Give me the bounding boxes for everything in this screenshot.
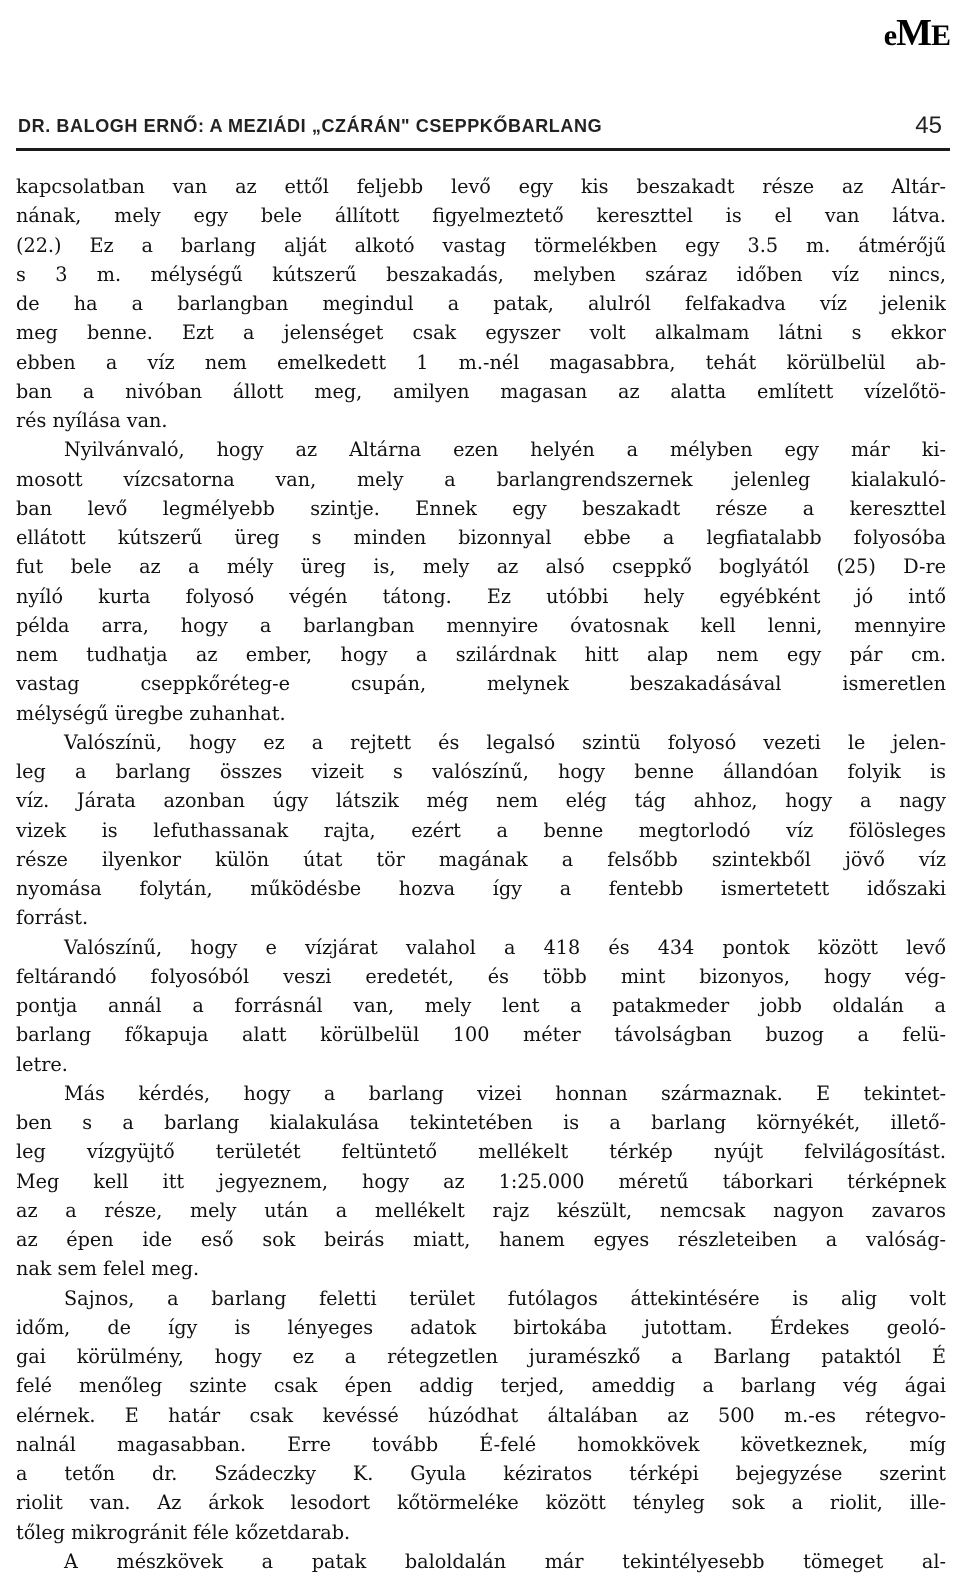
journal-logo: eME <box>883 12 950 54</box>
text-line: nyomása folytán, működésbe hozva így a fentebb ismertetett időszaki <box>16 877 946 900</box>
text-line: meg benne. Ezt a jelenséget csak egyszer volt alkalmam látni s ekkor <box>16 321 946 345</box>
text-line: ellátott kútszerű üreg s minden bizonnyal ebbe a legfiatalabb folyosóba <box>16 526 946 549</box>
text-line: kapcsolatban van az ettől feljebb levő egy kis beszakadt része az Altár- <box>16 175 946 198</box>
text-line: tőleg mikrogránit féle kőzetdarab. <box>16 1520 351 1544</box>
text-line: Sajnos, a barlang feletti terület futólagos áttekintésére is alig volt <box>64 1286 946 1310</box>
text-line: vastag cseppkőréteg-e csupán, melynek beszakadásával ismeretlen <box>16 672 946 696</box>
text-line: leg vízgyüjtő területét feltüntető mellékelt térkép nyújt felvilágosítást. <box>16 1140 946 1164</box>
text-line: A mészkövek a patak baloldalán már tekintélyesebb tömeget al- <box>64 1549 946 1573</box>
page-header <box>18 112 942 142</box>
text-line: Meg kell itt jegyeznem, hogy az 1:25.000 méretű táborkari térképnek <box>16 1169 946 1193</box>
text-line: példa arra, hogy a barlangban mennyire óvatosnak kell lenni, mennyire <box>16 613 946 637</box>
text-line: gai körülmény, hogy ez a rétegzetlen juramészkő a Barlang pataktól É <box>16 1345 946 1368</box>
paragraph <box>16 1547 946 1576</box>
page-number: 45 <box>915 112 942 139</box>
text-line: leg a barlang összes vizeit s valószínű, hogy benne állandóan folyik is <box>16 760 946 783</box>
text-line: forrást. <box>16 906 89 930</box>
text-line: Nyilvánvaló, hogy az Altárna ezen helyén a mélyben egy már ki- <box>64 438 946 462</box>
text-line: feltárandó folyosóból veszi eredetét, és több mint bizonyos, hogy vég- <box>16 964 946 988</box>
text-line: letre. <box>16 1052 68 1076</box>
text-line: mélységű üregbe zuhanhat. <box>16 701 286 725</box>
text-line: ebben a víz nem emelkedett 1 m.-nél magasabbra, tehát körülbelül ab- <box>16 350 946 374</box>
text-line: mosott vízcsatorna van, mely a barlangrendszernek jelenleg kialakuló- <box>16 467 946 491</box>
text-line: a tetőn dr. Szádeczky K. Gyula kéziratos térképi bejegyzése szerint <box>16 1462 946 1485</box>
paragraph <box>16 728 946 933</box>
text-line: nyíló kurta folyosó végén tátong. Ez utóbbi hely egyébként jó intő <box>16 584 946 608</box>
text-line: nak sem felel meg. <box>16 1257 200 1281</box>
paragraph <box>16 1079 946 1284</box>
text-line: része ilyenkor külön útat tör magának a felsőbb szintekből jövő víz <box>16 847 946 871</box>
text-line: felé menőleg szinte csak épen addig terjed, ameddig a barlang vég ágai <box>16 1374 946 1398</box>
text-line: barlang főkapuja alatt körülbelül 100 méter távolságban buzog a felü- <box>16 1023 946 1047</box>
text-line: rés nyílása van. <box>16 409 168 432</box>
text-line: nem tudhatja az ember, hogy a szilárdnak hitt alap nem egy pár cm. <box>16 643 946 666</box>
text-line: nának, mely egy bele állított figyelmeztető kereszttel is el van látva. <box>16 204 946 228</box>
text-line: fut bele az a mély üreg is, mely az alsó cseppkő boglyától (25) D-re <box>16 555 946 579</box>
text-line: riolit van. Az árkok lesodort kőtörmeléke között tényleg sok a riolit, ille- <box>16 1491 946 1515</box>
header-rule <box>16 148 950 151</box>
text-line: időm, de így is lényeges adatok birtokába jutottam. Érdekes geoló- <box>16 1315 946 1339</box>
text-line: ben s a barlang kialakulása tekintetében is a barlang környékét, illető- <box>16 1111 946 1134</box>
text-line: az a része, mely után a mellékelt rajz készült, nemcsak nagyon zavaros <box>16 1198 946 1222</box>
text-line: ban a nivóban állott meg, amilyen magasan az alatta említett vízelőtö- <box>16 379 946 403</box>
text-line: s 3 m. mélységű kútszerű beszakadás, melyben száraz időben víz nincs, <box>16 262 946 286</box>
text-line: nalnál magasabban. Erre tovább É-felé homokkövek következnek, míg <box>16 1432 946 1456</box>
text-line: Valószínű, hogy e vízjárat valahol a 418 és 434 pontok között levő <box>64 935 946 959</box>
text-line: elérnek. E határ csak kevéssé húzódhat általában az 500 m.-es rétegvo- <box>16 1403 946 1427</box>
paragraph <box>16 1284 946 1547</box>
text-line: de ha a barlangban megindul a patak, alulról felfakadva víz jelenik <box>16 292 946 315</box>
running-title: DR. BALOGH ERNŐ: A MEZIÁDI „CZÁRÁN" CSEPPKŐBARLANG <box>18 116 603 136</box>
text-line: Valószínü, hogy ez a rejtett és legalsó szintü folyosó vezeti le jelen- <box>64 730 946 754</box>
text-line: víz. Járata azonban úgy látszik még nem elég tág ahhoz, hogy a nagy <box>16 789 946 813</box>
paragraph <box>16 435 946 728</box>
text-line: ban levő legmélyebb szintje. Ennek egy beszakadt része a kereszttel <box>16 496 946 520</box>
body-text <box>16 172 946 1576</box>
text-line: vizek is lefuthassanak rajta, ezért a benne megtorlodó víz fölösleges <box>16 818 946 842</box>
text-line: pontja annál a forrásnál van, mely lent a patakmeder jobb oldalán a <box>16 994 946 1017</box>
text-line: Más kérdés, hogy a barlang vizei honnan származnak. E tekintet- <box>64 1081 946 1105</box>
paragraph <box>16 172 946 435</box>
text-line: (22.) Ez a barlang alját alkotó vastag törmelékben egy 3.5 m. átmérőjű <box>16 233 946 257</box>
text-line: az épen ide eső sok beirás miatt, hanem egyes részleteiben a valóság- <box>16 1228 946 1251</box>
paragraph <box>16 933 946 1079</box>
